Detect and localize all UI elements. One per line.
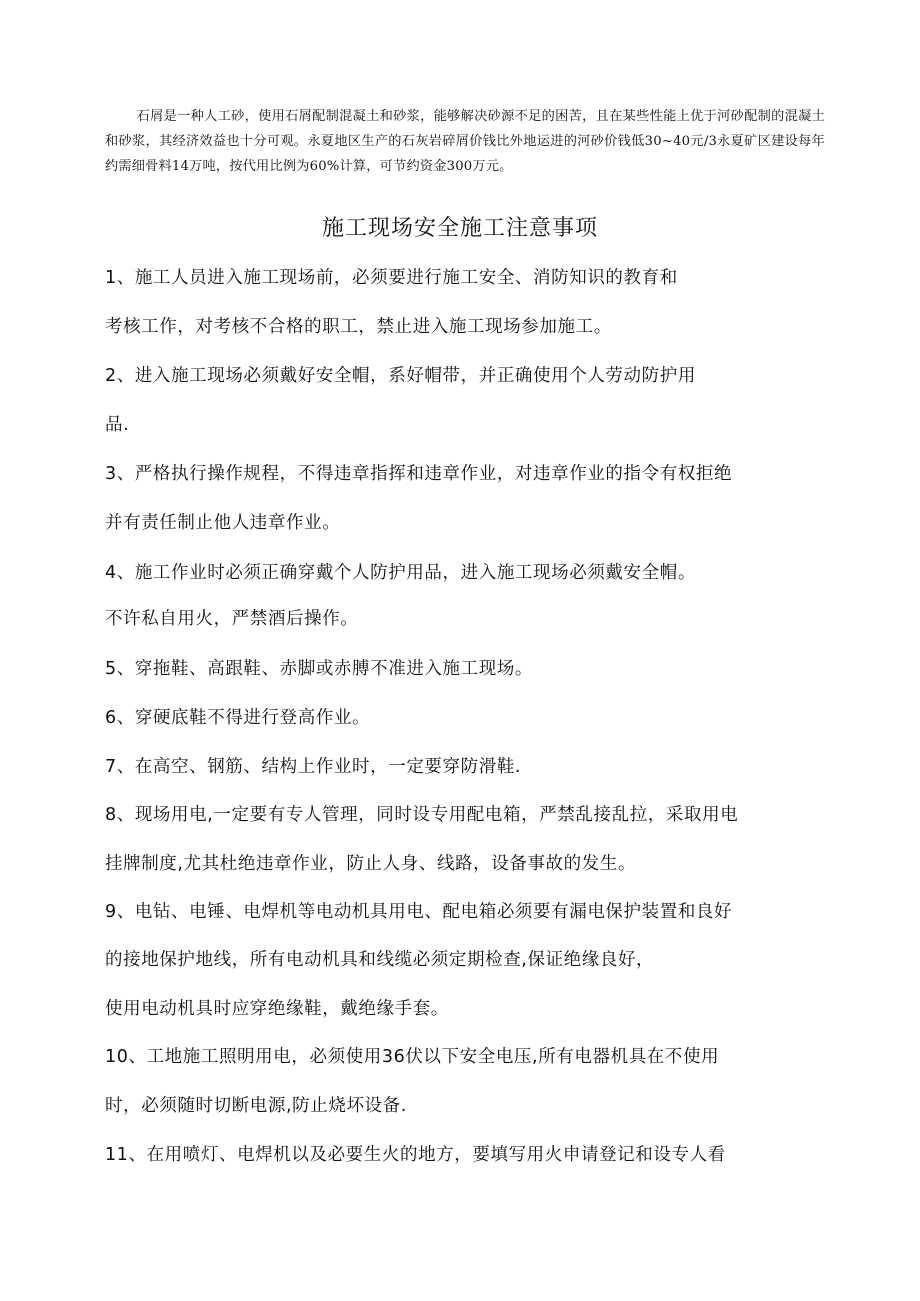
body-line: 9、电钻、电锤、电焊机等电动机具用电、配电箱必须要有漏电保护装置和良好 (105, 902, 733, 922)
body-line: 7、在高空、钢筋、结构上作业时，一定要穿防滑鞋. (105, 757, 522, 777)
body-line: 并有责任制止他人违章作业。 (105, 513, 341, 533)
body-line: 的接地保护地线，所有电动机具和线缆必须定期检查,保证绝缘良好， (105, 950, 655, 970)
body-line: 10、工地施工照明用电，必须使用36伏以下安全电压,所有电器机具在不使用 (105, 1047, 720, 1067)
body-line: 11、在用喷灯、电焊机以及必要生火的地方，要填写用火申请登记和设专人看 (105, 1145, 726, 1165)
body-line: 不许私自用火，严禁酒后操作。 (105, 609, 359, 629)
body-line: 考核工作，对考核不合格的职工，禁止进入施工现场参加施工。 (105, 317, 612, 337)
body-line: 2、进入施工现场必须戴好安全帽，系好帽带，并正确使用个人劳动防护用 (105, 366, 696, 386)
page-title: 施工现场安全施工注意事项 (321, 216, 598, 241)
body-line: 1、施工人员进入施工现场前，必须要进行施工安全、消防知识的教育和 (105, 268, 678, 288)
body-line: 5、穿拖鞋、高跟鞋、赤脚或赤膊不准进入施工现场。 (105, 659, 534, 679)
intro-paragraph: 石屑是一种人工砂，使用石屑配制混凝土和砂浆，能够解决砂源不足的困苦，且在某些性能上优于河砂配制的混凝土和砂浆，其经济效益也十分可观。永夏地区生产的石灰岩碎屑价钱比外地运进的河砂价钱低30~40元/3永夏矿区建设每年约需细骨料14万吨，按代用比例为60%计算，可节约资金300万元。 (105, 109, 825, 174)
body-line: 挂牌制度,尤其杜绝违章作业，防止人身、线路，设备事故的发生。 (105, 854, 637, 874)
body-line: 时，必须随时切断电源,防止烧坏设备. (105, 1096, 407, 1116)
body-line: 品. (105, 415, 130, 435)
body-line: 3、严格执行操作规程，不得违章指挥和违章作业，对违章作业的指令有权拒绝 (105, 464, 733, 484)
body-line: 8、现场用电,一定要有专人管理，同时设专用配电箱，严禁乱接乱拉，采取用电 (105, 805, 739, 825)
body-line: 6、穿硬底鞋不得进行登高作业。 (105, 708, 371, 728)
body-line: 4、施工作业时必须正确穿戴个人防护用品，进入施工现场必须戴安全帽。 (105, 563, 696, 583)
body-line: 使用电动机具时应穿绝缘鞋，戴绝缘手套。 (105, 999, 449, 1019)
